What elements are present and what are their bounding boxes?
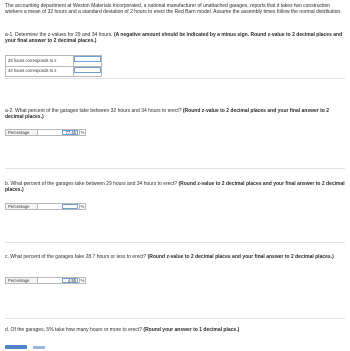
- question-b-instruction: (Round z-value to 2 decimal places and your final answer to 2 decimal places.): [5, 181, 345, 193]
- divider: [5, 168, 345, 169]
- answer-d-row-edge: [5, 345, 27, 349]
- answer-a2-input[interactable]: 77.45: [62, 130, 78, 136]
- table-row: [6, 66, 102, 77]
- question-a2: [5, 108, 345, 120]
- answer-c-label: Percentage: [5, 277, 38, 284]
- answer-b-cell: [38, 203, 80, 210]
- answer-c-unit: %: [80, 277, 85, 283]
- question-c-instruction: (Round z-value to 2 decimal places and your final answer to 2 decimal places.): [147, 254, 334, 260]
- question-a1: [5, 32, 345, 44]
- table-row: [6, 56, 102, 67]
- z-34-input[interactable]: [74, 67, 101, 73]
- question-a1-instruction: (A negative amount should be indicated by a minus sign. Round z-value to 2 decimal places and your final answer to 2 decimal places.): [5, 32, 343, 44]
- question-d-text: d. Of the garages, 5% take how many hours or more to erect?: [5, 327, 144, 333]
- answer-d-input-edge[interactable]: [33, 346, 45, 349]
- question-a2-instruction: (Round z-value to 2 decimal places and your final answer to 2 decimal places.): [5, 108, 330, 120]
- answer-b-label: Percentage: [5, 203, 38, 210]
- z-row-29-label: 29 hours corresponds to z: [6, 56, 74, 67]
- answer-c-row: [5, 277, 86, 284]
- question-a2-text: a-2. What percent of the garages take between 32 hours and 34 hours to erect?: [5, 108, 183, 114]
- question-c-text: c. What percent of the garages take 28.7 hours or less to erect?: [5, 254, 148, 260]
- question-c: [5, 254, 345, 260]
- answer-a2-cell: [38, 129, 80, 136]
- z-value-table: [5, 55, 102, 77]
- z-row-29-cell: [74, 56, 102, 67]
- answer-b-input[interactable]: [62, 204, 78, 210]
- question-b-text: b. What percent of the garages take between 29 hours and 34 hours to erect?: [5, 181, 179, 187]
- divider: [5, 78, 345, 79]
- question-d: [5, 327, 345, 333]
- answer-a2-unit: %: [80, 129, 85, 135]
- z-29-input[interactable]: [74, 56, 101, 62]
- answer-b-unit: %: [80, 203, 85, 209]
- question-b: [5, 181, 345, 193]
- divider: [5, 318, 345, 319]
- z-row-34-label: 34 hours corresponds to z: [6, 66, 74, 77]
- z-row-34-cell: [74, 66, 102, 77]
- answer-a2-row: [5, 129, 86, 136]
- answer-c-input[interactable]: 4.95: [62, 278, 78, 284]
- problem-intro: The accounting department at Weston Materials Incorporated, a national manufacturer of unattached garages, reports that it takes two construction workers a mean of 32 hours and a standard deviation of 2 hours to erect the Red Barn model. Assume the assembly times follow the normal distribution.: [5, 3, 342, 15]
- question-d-instruction: (Round your answer to 1 decimal place.): [143, 327, 240, 333]
- answer-a2-label: Percentage: [5, 129, 38, 136]
- answer-b-row: [5, 203, 86, 210]
- answer-c-cell: [38, 277, 80, 284]
- divider: [5, 242, 345, 243]
- question-a1-text: a-1. Determine the z-values for 29 and 34 hours.: [5, 32, 114, 38]
